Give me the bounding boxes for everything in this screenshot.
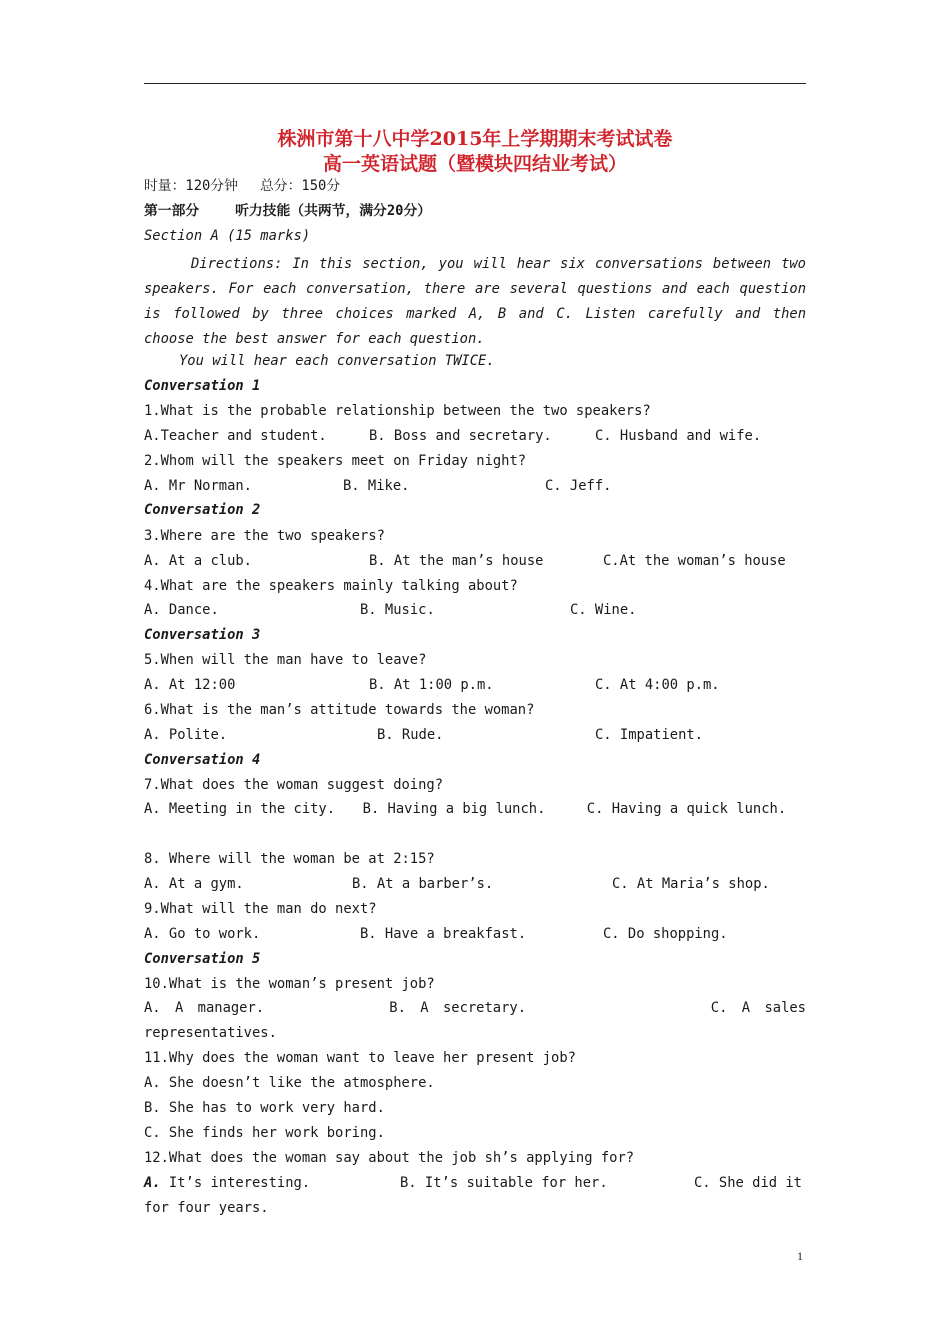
question-stem: 4.What are the speakers mainly talking about? xyxy=(144,578,518,594)
question-stem: 6.What is the man’s attitude towards the woman? xyxy=(144,702,535,718)
part-heading: 第一部分 听力技能（共两节，满分20分） xyxy=(144,203,432,219)
question-options: A. A manager. B. A secretary. C. A sales representatives. xyxy=(144,1000,806,1041)
question-stem: 5.When will the man have to leave? xyxy=(144,652,427,668)
conversation-heading: Conversation 3 xyxy=(144,627,261,643)
option-a-text: It’s interesting. xyxy=(160,1175,311,1191)
option-c: C. She did it xyxy=(694,1175,802,1191)
question-stem: 11.Why does the woman want to leave her present job? xyxy=(144,1050,576,1066)
option-c: C. Do shopping. xyxy=(603,926,728,942)
conversation-heading: Conversation 2 xyxy=(144,502,261,518)
header-rule xyxy=(144,83,806,84)
option-b: B. It’s suitable for her. xyxy=(400,1175,608,1191)
option-a: A. At 12:00 xyxy=(144,677,236,693)
option-b: B. Music. xyxy=(360,602,435,618)
option-c-continued: for four years. xyxy=(144,1200,269,1216)
option-b: B. Mike. xyxy=(343,478,410,494)
question-stem: 1.What is the probable relationship between the two speakers? xyxy=(144,403,651,419)
option-a xyxy=(144,1174,310,1192)
question-stem: 9.What will the man do next? xyxy=(144,901,377,917)
option-b: B. Boss and secretary. xyxy=(369,428,552,444)
option-c: C. She finds her work boring. xyxy=(144,1125,385,1141)
question-stem: 2.Whom will the speakers meet on Friday night? xyxy=(144,453,527,469)
conversation-heading: Conversation 1 xyxy=(144,378,261,394)
option-a: A. Dance. xyxy=(144,602,219,618)
option-b: B. At 1:00 p.m. xyxy=(369,677,494,693)
exam-title: 株洲市第十八中学2015年上学期期末考试试卷 xyxy=(277,128,673,150)
section-heading: Section A (15 marks) xyxy=(144,228,311,244)
option-a: A. Polite. xyxy=(144,727,228,743)
conversation-heading: Conversation 5 xyxy=(144,951,261,967)
option-b: B. She has to work very hard. xyxy=(144,1100,385,1116)
option-c: C.At the woman’s house xyxy=(603,553,786,569)
option-c: C. Husband and wife. xyxy=(595,428,762,444)
time-info: 时量：120分钟 总分：150分 xyxy=(144,178,341,194)
exam-subtitle: 高一英语试题（暨模块四结业考试） xyxy=(322,153,627,175)
option-c: C. Impatient. xyxy=(595,727,703,743)
page-number: 1 xyxy=(797,1249,803,1263)
twice-note: You will hear each conversation TWICE. xyxy=(179,353,495,369)
option-a: A. Mr Norman. xyxy=(144,478,252,494)
question-stem: 7.What does the woman suggest doing? xyxy=(144,777,444,793)
option-c: C. Wine. xyxy=(570,602,637,618)
option-a: A. Go to work. xyxy=(144,926,261,942)
question-stem: 12.What does the woman say about the job sh’s applying for? xyxy=(144,1150,635,1166)
question-stem: 8. Where will the woman be at 2:15? xyxy=(144,851,435,867)
question-options: A. Meeting in the city. B. Having a big lunch. C. Having a quick lunch. xyxy=(144,801,787,817)
option-b: B. Have a breakfast. xyxy=(360,926,527,942)
conversation-heading: Conversation 4 xyxy=(144,752,261,768)
option-a: A. She doesn’t like the atmosphere. xyxy=(144,1075,435,1091)
option-a: A. At a club. xyxy=(144,553,252,569)
option-a: A.Teacher and student. xyxy=(144,428,327,444)
option-c: C. At 4:00 p.m. xyxy=(595,677,720,693)
option-b: B. Rude. xyxy=(377,727,444,743)
option-b: B. At a barber’s. xyxy=(352,876,494,892)
option-a-letter: A. xyxy=(144,1175,161,1191)
option-c: C. Jeff. xyxy=(545,478,612,494)
question-stem: 10.What is the woman’s present job? xyxy=(144,976,435,992)
directions-paragraph: Directions: In this section, you will hear six conversations between two speakers. For each conversation, there are several questions and each question is followed by three choices marked A, B and C. Listen carefully and then choose the best answer for each question. xyxy=(144,256,806,347)
option-c: C. At Maria’s shop. xyxy=(612,876,770,892)
question-stem: 3.Where are the two speakers? xyxy=(144,528,385,544)
option-b: B. At the man’s house xyxy=(369,553,544,569)
option-a: A. At a gym. xyxy=(144,876,244,892)
